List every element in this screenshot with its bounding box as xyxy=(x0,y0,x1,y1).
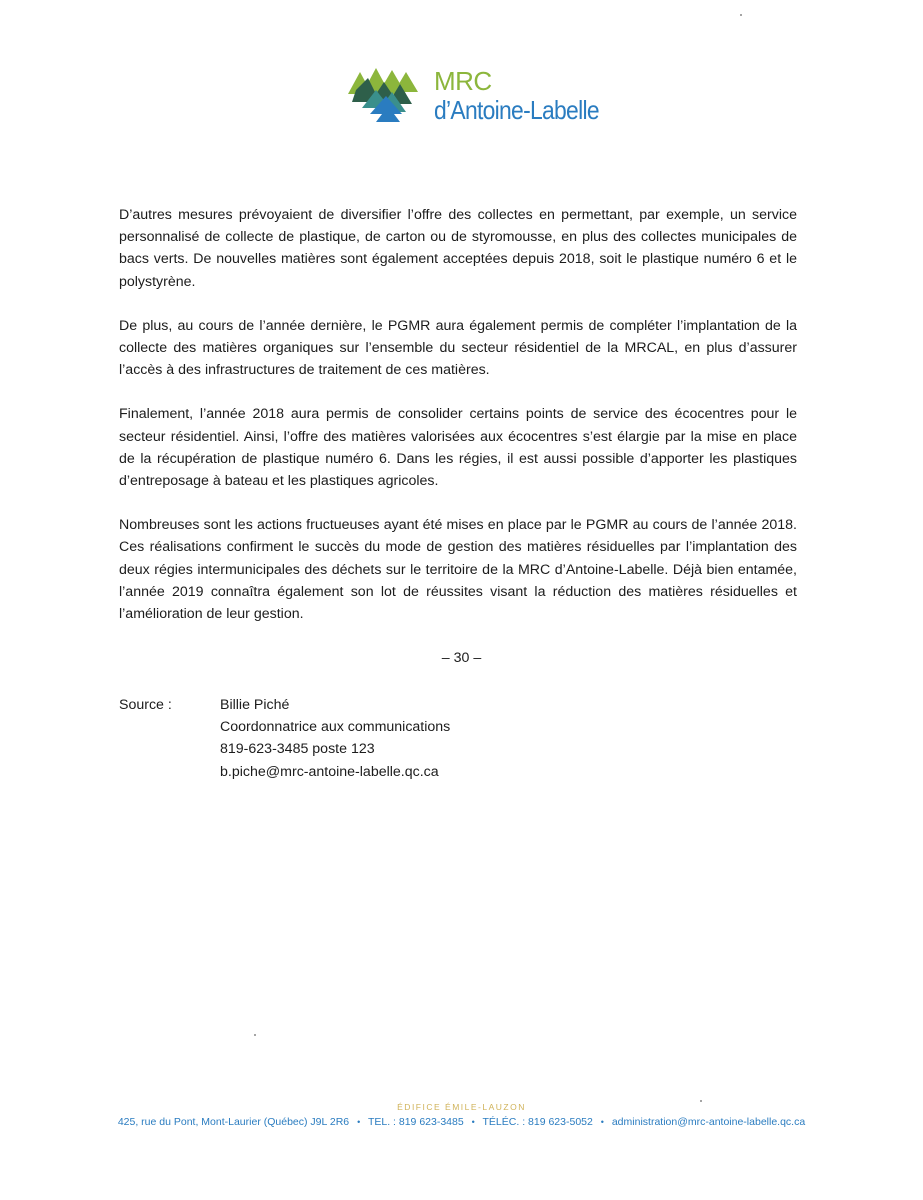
footer-tel: TEL. : 819 623-3485 xyxy=(367,1116,464,1128)
footer-email[interactable]: administration@mrc-antoine-labelle.qc.ca xyxy=(611,1116,806,1128)
footer-building-name: ÉDIFICE ÉMILE-LAUZON xyxy=(397,1102,526,1112)
end-marker: – 30 – xyxy=(441,650,482,666)
mountains-logo-icon xyxy=(348,64,432,128)
footer-address: 425, rue du Pont, Mont-Laurier (Québec) J9L 2R6 xyxy=(117,1116,350,1128)
footer-separator: • xyxy=(357,1117,361,1127)
source-label: Source : xyxy=(119,697,172,713)
contact-title: Coordonnatrice aux communications xyxy=(220,719,451,736)
logo-text xyxy=(434,68,621,123)
footer-separator: • xyxy=(471,1117,475,1127)
paragraph-conclusion: Nombreuses sont les actions fructueuses ayant été mises en place par le PGMR au cours de l’année 2018. Ces réalisations confirment le succès du mode de gestion des matières résiduelles par l’implantation des deux régies intermunicipales des déchets sur le territoire de la MRC d’Antoine-Labelle. Déjà bien entamée, l’année 2019 connaîtra également son lot de réussites visant la réduction des matières résiduelles et l’amélioration de leur gestion. xyxy=(119,517,797,623)
scan-speck xyxy=(740,14,742,16)
logo-line-name: d’Antoine-Labelle xyxy=(434,95,599,125)
paragraph-organiques: De plus, au cours de l’année dernière, le PGMR aura également permis de compléter l’implantation de la collecte des matières organiques sur l’ensemble du secteur résidentiel de la MRCAL, en plus d’assurer l’accès à des infrastructures de traitement de ces matières. xyxy=(119,317,797,379)
logo-line-mrc: MRC xyxy=(434,66,492,96)
mrc-logo xyxy=(348,64,608,134)
scan-speck xyxy=(254,1034,256,1036)
footer-contact-line xyxy=(0,1116,923,1128)
footer-fax: TÉLÉC. : 819 623-5052 xyxy=(482,1116,593,1128)
footer-separator: • xyxy=(600,1117,604,1127)
press-release-body xyxy=(119,204,797,647)
contact-email[interactable]: b.piche@mrc-antoine-labelle.qc.ca xyxy=(220,763,439,780)
paragraph-collectes: D’autres mesures prévoyaient de diversifier l’offre des collectes en permettant, par exemple, un service personnalisé de collecte de plastique, de carton ou de styromousse, en plus des collectes municipales de bacs verts. De nouvelles matières sont également acceptées depuis 2018, soit le plastique numéro 6 et le polystyrène. xyxy=(119,207,797,290)
contact-name: Billie Piché xyxy=(220,697,290,713)
paragraph-ecocentres: Finalement, l’année 2018 aura permis de consolider certains points de service des écocentres pour le secteur résidentiel. Ainsi, l’offre des matières valorisées aux écocentres s’est élargie par la mise en place de la récupération de plastique numéro 6. Dans les régies, il est aussi possible d’apporter les plastiques d’entreposage à bateau et les plastiques agricoles. xyxy=(119,406,797,490)
contact-phone: 819-623-3485 poste 123 xyxy=(220,741,375,758)
scan-speck xyxy=(700,1100,702,1102)
source-contact xyxy=(220,694,450,783)
